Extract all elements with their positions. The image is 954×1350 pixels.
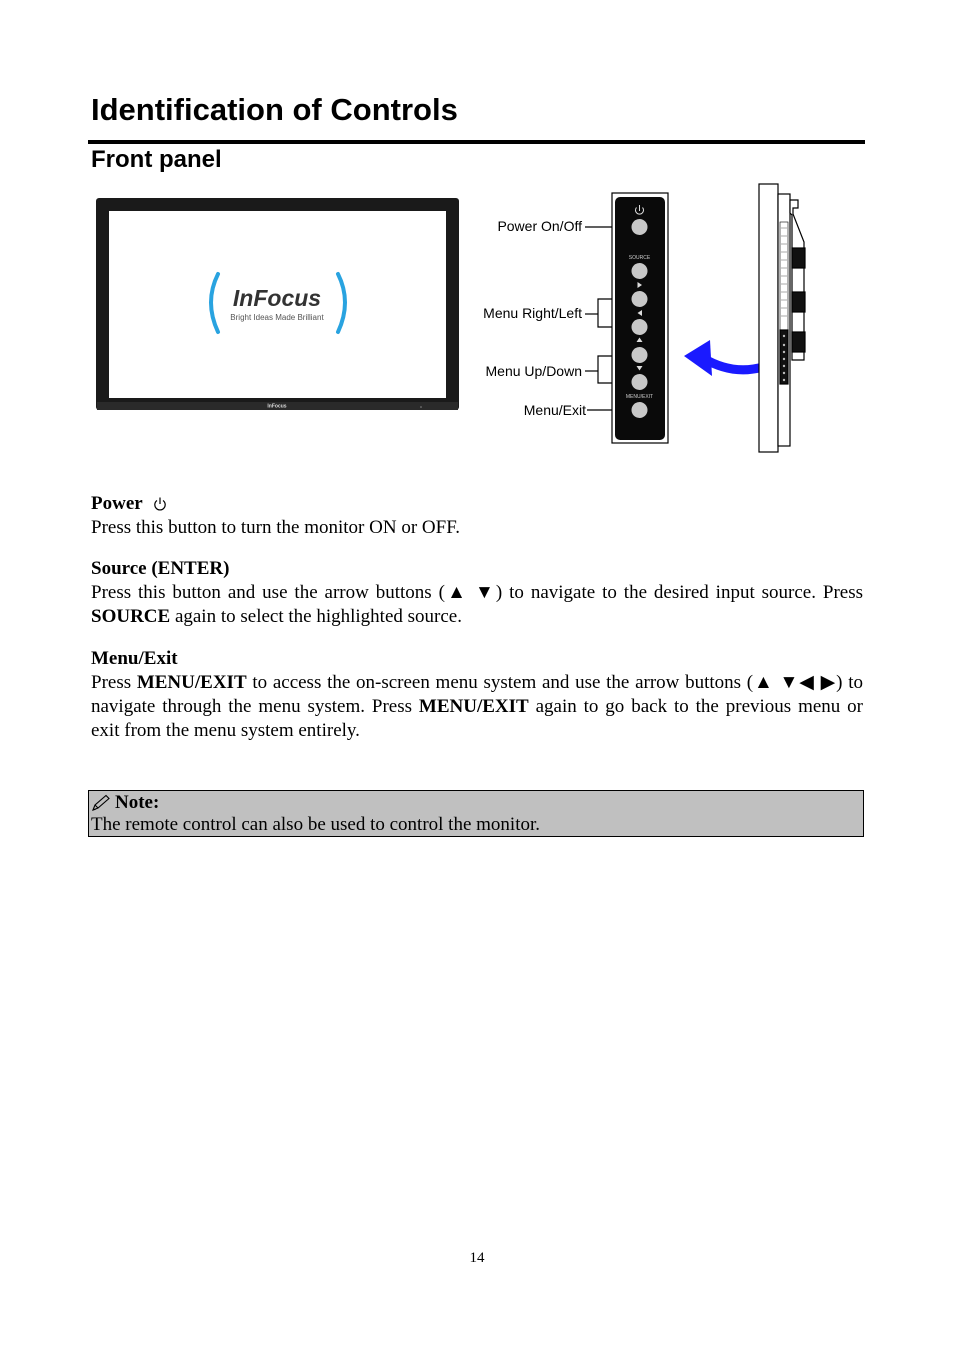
panel-button-down bbox=[632, 374, 648, 390]
infocus-logo: InFocus bbox=[232, 285, 322, 311]
power-icon bbox=[153, 496, 167, 512]
monitor-illustration bbox=[96, 198, 459, 410]
front-panel-figure bbox=[88, 180, 865, 480]
label-menu-exit: Menu/Exit bbox=[523, 402, 586, 418]
panel-button-up bbox=[632, 347, 648, 363]
page-number: 14 bbox=[469, 1250, 485, 1266]
section-source bbox=[91, 557, 863, 629]
section-heading: Front panel bbox=[91, 146, 222, 173]
section-body-menu-exit: Press MENU/EXIT to access the on-screen menu system and use the arrow buttons (▲ ▼◀ ▶) to navigate through the menu system. Press MENU/EXIT again to go back to the previous menu or exit from the menu system entirely. bbox=[91, 672, 863, 741]
panel-button-right bbox=[632, 291, 648, 307]
section-title-power: Power bbox=[91, 492, 863, 516]
title-rule bbox=[88, 140, 865, 144]
section-body-power: Press this button to turn the monitor ON or OFF. bbox=[91, 517, 460, 538]
panel-button-source bbox=[632, 263, 648, 279]
label-menu-up-down: Menu Up/Down bbox=[485, 363, 582, 379]
monitor-side-profile bbox=[759, 184, 805, 452]
page-title: Identification of Controls bbox=[91, 92, 458, 127]
panel-button-menu-exit bbox=[632, 402, 648, 418]
infocus-tagline: Bright Ideas Made Brilliant bbox=[230, 313, 324, 322]
label-menu-right-left: Menu Right/Left bbox=[483, 305, 582, 321]
section-title-source: Source (ENTER) bbox=[91, 558, 230, 579]
panel-text-source: SOURCE bbox=[628, 255, 651, 261]
leader-lines bbox=[585, 227, 612, 410]
note-title: Note: bbox=[91, 792, 861, 814]
section-title-menu-exit: Menu/Exit bbox=[91, 648, 178, 669]
section-menu-exit bbox=[91, 647, 863, 743]
note-body: The remote control can also be used to control the monitor. bbox=[91, 814, 541, 835]
section-body-source: Press this button and use the arrow buttons (▲ ▼) to navigate to the desired input source. Press SOURCE again to select the highlighted source. bbox=[91, 582, 863, 627]
note-box bbox=[88, 790, 864, 837]
section-power bbox=[91, 492, 863, 540]
bezel-logo: InFocus bbox=[267, 403, 287, 410]
panel-button-power bbox=[632, 219, 648, 235]
panel-button-left bbox=[632, 319, 648, 335]
label-power-on-off: Power On/Off bbox=[497, 218, 582, 234]
control-panel bbox=[612, 193, 668, 443]
panel-text-menu-exit: MENU/EXIT bbox=[625, 394, 654, 400]
pencil-icon bbox=[91, 794, 111, 812]
